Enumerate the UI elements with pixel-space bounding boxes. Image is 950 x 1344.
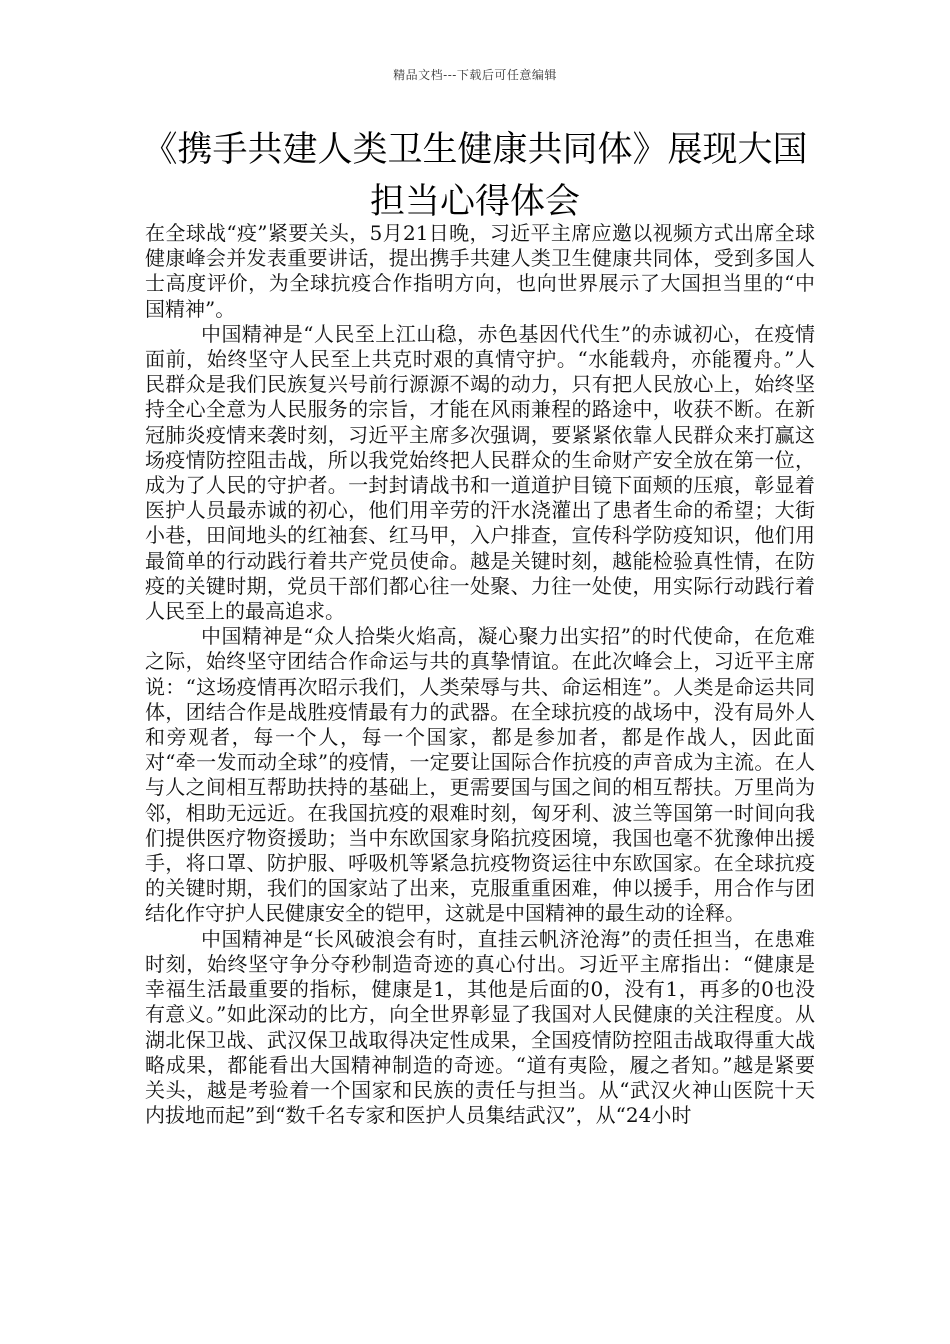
paragraph-2: 中国精神是“人民至上江山稳，赤色基因代代生”的赤诚初心，在疫情面前，始终坚守人民至上共克时艰的真情守护。“水能载舟，亦能覆舟。”人民群众是我们民族复兴号前行源源不竭的动力，只有把人民放心上，始终坚持全心全意为人民服务的宗旨，才能在风雨兼程的路途中，收获不断。在新冠肺炎疫情来袭时刻，习近平主席多次强调，要紧紧依靠人民群众来打赢这场疫情防控阻击战，所以我党始终把人民群众的生命财产安全放在第一位，成为了人民的守护者。一封封请战书和一道道护目镜下面颊的压痕，彰显着医护人员最赤诚的初心，他们用辛劳的汗水浇灌出了患者生命的希望；大街小巷，田间地头的红袖套、红马甲，入户排查，宣传科学防疫知识，他们用最简单的行动践行着共产党员使命。越是关键时刻，越能检验真性情，在防疫的关键时期，党员干部们都心往一处聚、力往一处使，用实际行动践行着人民至上的最高追求。 <box>145 321 815 624</box>
page-header: 精品文档---下载后可任意编辑 <box>393 68 557 82</box>
paragraph-3: 中国精神是“众人拾柴火焰高，凝心聚力出实招”的时代使命，在危难之际，始终坚守团结合作命运与共的真挚情谊。在此次峰会上，习近平主席说：“这场疫情再次昭示我们，人类荣辱与共、命运相连”。人类是命运共同体，团结合作是战胜疫情最有力的武器。在全球抗疫的战场中，没有局外人和旁观者，每一个人，每一个国家，都是参加者，都是作战人，因此面对“牵一发而动全球”的疫情，一定要让国际合作抗疫的声音成为主流。在人与人之间相互帮助扶持的基础上，更需要国与国之间的相互帮扶。万里尚为邻，相助无远近。在我国抗疫的艰难时刻，匈牙利、波兰等国第一时间向我们提供医疗物资援助；当中东欧国家身陷抗疫困境，我国也毫不犹豫伸出援手，将口罩、防护服、呼吸机等紧急抗疫物资运往中东欧国家。在全球抗疫的关键时期，我们的国家站了出来，克服重重困难，伸以援手，用合作与团结化作守护人民健康安全的铠甲，这就是中国精神的最生动的诠释。 <box>145 624 815 926</box>
document-title: 《携手共建人类卫生健康共同体》展现大国担当心得体会 <box>142 130 808 222</box>
document-body <box>145 221 815 1128</box>
paragraph-4: 中国精神是“长风破浪会有时，直挂云帆济沧海”的责任担当，在患难时刻，始终坚守争分夺秒制造奇迹的真心付出。习近平主席指出：“健康是幸福生活最重要的指标，健康是1，其他是后面的0，没有1，再多的0也没有意义。”如此深动的比方，向全世界彰显了我国对人民健康的关注程度。从湖北保卫战、武汉保卫战取得决定性成果，全国疫情防控阻击战取得重大战略成果，都能看出大国精神制造的奇迹。“道有夷险，履之者知。”越是紧要关头，越是考验着一个国家和民族的责任与担当。从“武汉火神山医院十天内拔地而起”到“数千名专家和医护人员集结武汉”，从“24小时 <box>145 926 815 1128</box>
paragraph-1: 在全球战“疫”紧要关头，5月21日晚，习近平主席应邀以视频方式出席全球健康峰会并发表重要讲话，提出携手共建人类卫生健康共同体，受到多国人士高度评价，为全球抗疫合作指明方向，也向世界展示了大国担当里的“中国精神”。 <box>145 221 815 321</box>
